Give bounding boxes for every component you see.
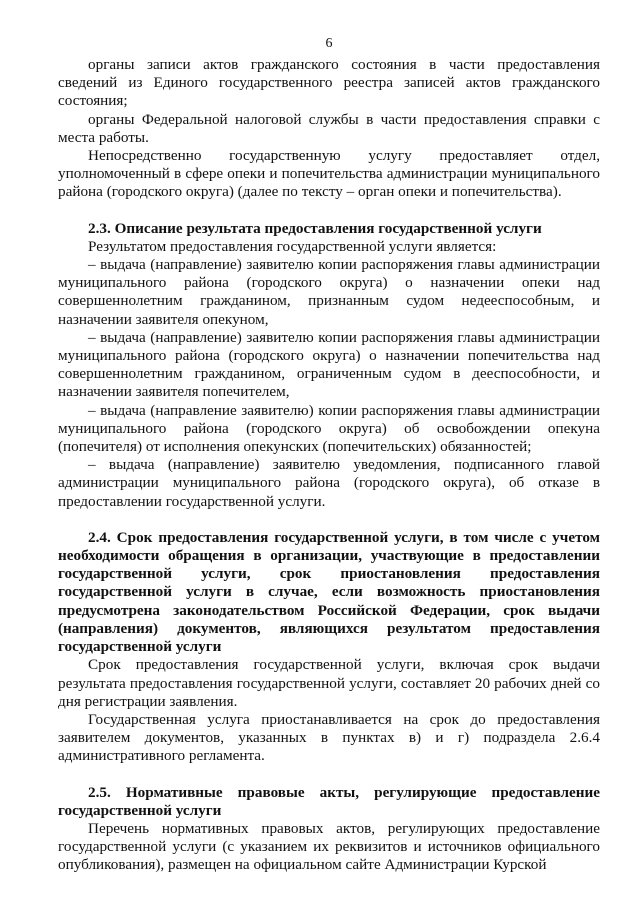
result-item-refusal: – выдача (направление) заявителю уведомления, подписанного главой администрации муниципального района (городского округа), об отказе в предоставлении государственной услуги. [58,456,600,510]
result-item-guardianship: – выдача (направление) заявителю копии распоряжения главы администрации муниципального района (городского округа) о назначении опеки над совершеннолетним гражданином, признанным судом недееспособным, и назначении заявителя опекуном, [58,256,600,328]
paragraph-service-provider: Непосредственно государственную услугу предоставляет отдел, уполномоченный в сфере опеки и попечительства администрации муниципального района (городского округа) (далее по тексту – орган опеки и попечительства). [58,147,600,201]
section-2-4-suspension-paragraph: Государственная услуга приостанавливается на срок до предоставления заявителем документов, указанных в пунктах в) и г) подраздела 2.6.4 административного регламента. [58,710,600,765]
result-item-trusteeship: – выдача (направление) заявителю копии распоряжения главы администрации муниципального района (городского округа) о назначении попечительства над совершеннолетним гражданином, ограниченным судом в дееспособности, и назначении заявителя попечителем, [58,328,600,401]
page-number: 6 [325,36,333,51]
result-item-release: – выдача (направление заявителю) копии распоряжения главы администрации муниципального района (городского округа) об освобождении опекуна (попечителя) от исполнения опекунских (попечительских) обязанностей; [58,401,600,456]
section-2-4-title: 2.4. Срок предоставления государственной услуги, в том числе с учетом необходимости обращения в организации, участвующие в предоставлении государственной услуги, срок приостановления предоставления государственной услуги в случае, если возможность приостановления предусмотрена законодательством Российской Федерации, срок выдачи (направления) документов, являющихся результатом предоставления государственной услуги [58,528,600,656]
paragraph-tax-service: органы Федеральной налоговой службы в части предоставления справки с места работы. [58,110,600,146]
section-2-3-intro: Результатом предоставления государственной услуги является: [88,237,497,255]
section-2-3-title: 2.3. Описание результата предоставления государственной услуги [88,219,542,237]
section-2-4-term-paragraph: Срок предоставления государственной услуги, включая срок выдачи результата предоставления государственной услуги, составляет 20 рабочих дней со дня регистрации заявления. [58,656,600,710]
section-2-5-paragraph: Перечень нормативных правовых актов, регулирующих предоставление государственной услуги (с указанием их реквизитов и источников официального опубликования), размещен на официальном сайте Администрации Курской [58,819,600,874]
section-2-5-title: 2.5. Нормативные правовые акты, регулирующие предоставление государственной услуги [58,783,600,819]
paragraph-civil-registry: органы записи актов гражданского состояния в части предоставления сведений из Единого государственного реестра записей актов гражданского состояния; [58,56,600,110]
